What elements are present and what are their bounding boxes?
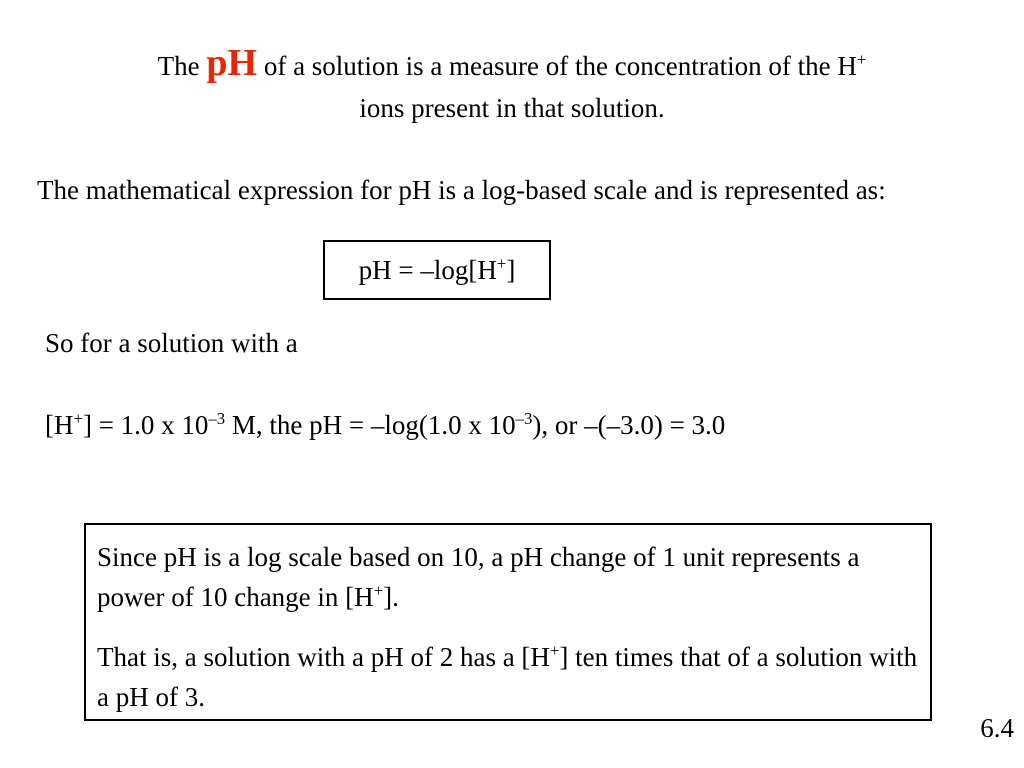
intro-sup: + [856,50,867,69]
note-box [84,523,932,721]
ph-highlight: pH [206,42,258,84]
expression-paragraph: The mathematical expression for pH is a log-based scale and is represented as: [37,175,886,205]
example-lead: So for a solution with a [45,328,298,358]
example-calculation: [H+] = 1.0 x $10^{-3}$ M, the pH = –log(1.0 x $10^{-3}$), or –(–3.0) = 3.0 [45,409,726,440]
formula-box [323,240,551,300]
intro-line-2: ions present in that solution. [359,93,665,123]
intro-line-1 [0,42,1024,87]
formula: pH = –log[H+] [358,253,516,285]
intro-line1-post: of a solution is a measure of the concentration of the H [263,51,857,81]
note-paragraph-2: That is, a solution with a pH of 2 has a [H+] ten times that of a solution with a pH of 3. [97,641,918,712]
intro-pre: The [157,51,200,81]
note-paragraph-1: Since pH is a log scale based on 10, a pH change of 1 unit represents a power of 10 change in [H+]. [97,542,860,612]
slide-number: 6.4 [980,713,1014,743]
intro-statement [0,42,1024,129]
